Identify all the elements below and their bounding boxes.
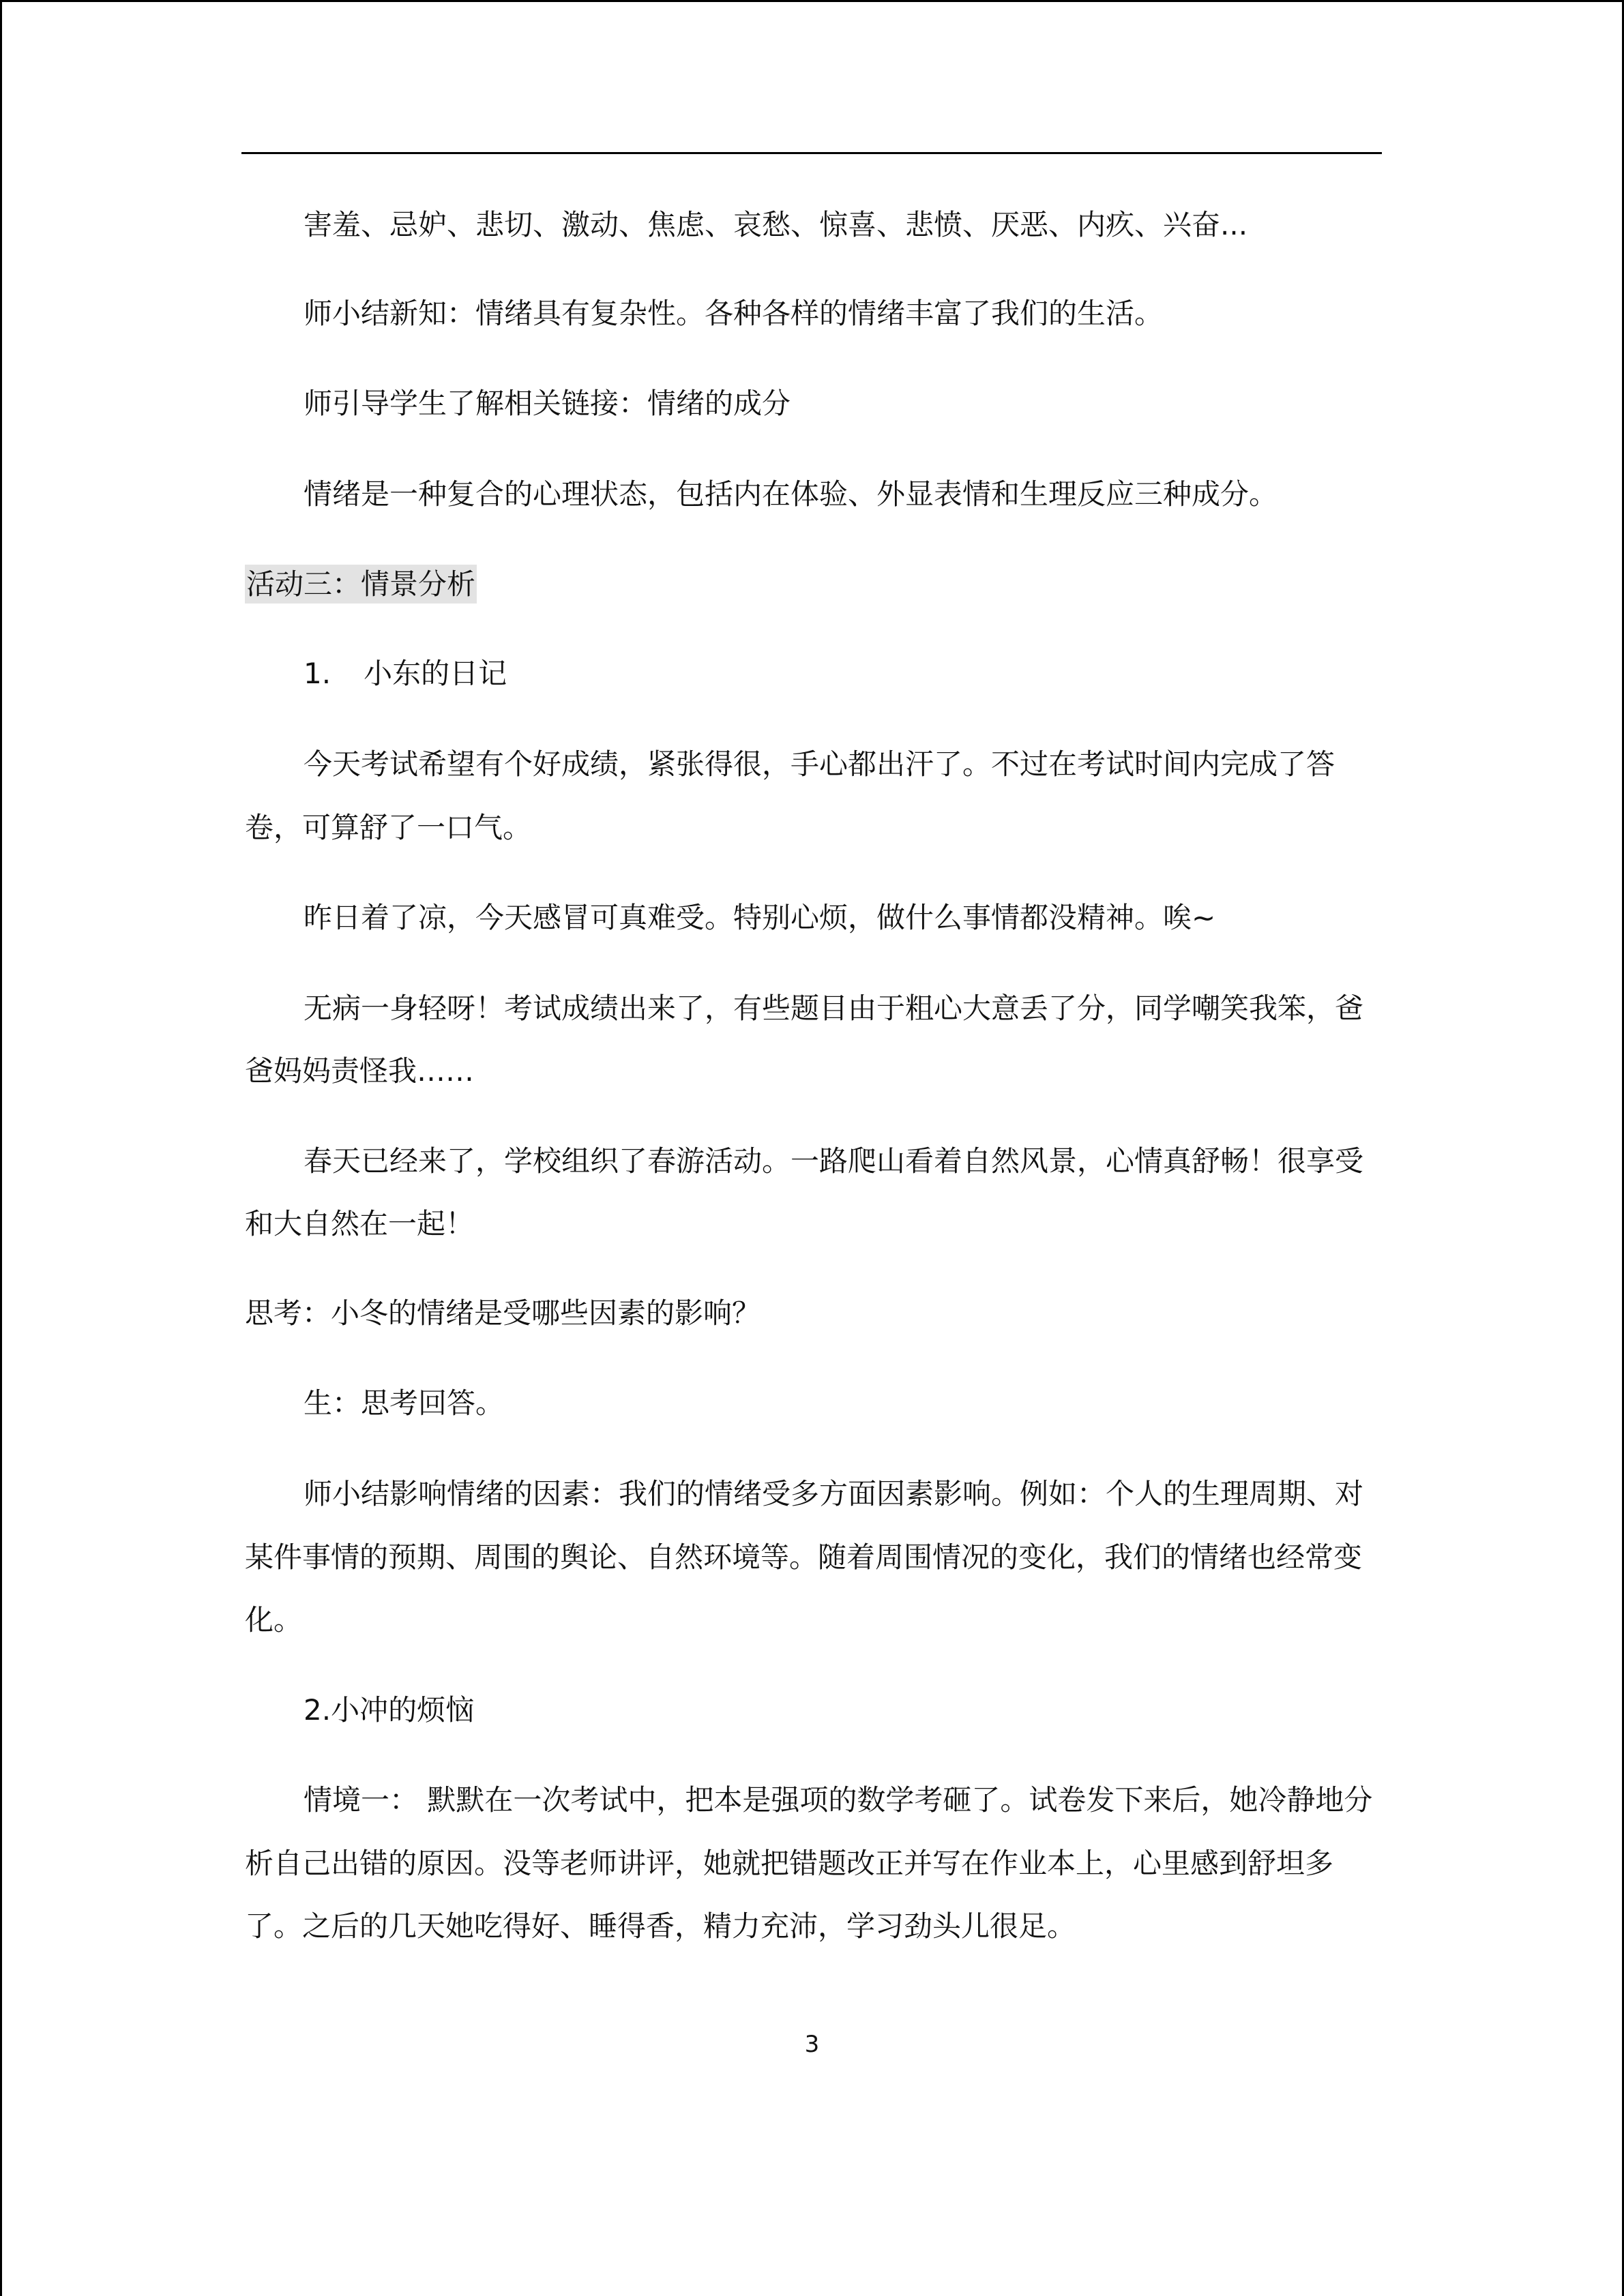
teacher-summary-2-line-2: 某件事情的预期、周围的舆论、自然环境等。随着周围情况的变化，我们的情绪也经常变 — [245, 1540, 1363, 1574]
think-question-paragraph: 思考：小冬的情绪是受哪些因素的影响？ — [245, 1296, 761, 1330]
list-item-title: 小东的日记 — [364, 657, 507, 690]
emotion-definition-paragraph: 情绪是一种复合的心理状态，包括内在体验、外显表情和生理反应三种成分。 — [304, 477, 1278, 511]
diary-paragraph-3-line-2: 爸妈妈责怪我…… — [245, 1054, 475, 1088]
scenario-1-line-2: 析自己出错的原因。没等老师讲评，她就把错题改正并写在作业本上，心里感到舒坦多 — [245, 1847, 1334, 1880]
teacher-guide-paragraph: 师引导学生了解相关链接：情绪的成分 — [304, 387, 791, 420]
page-number: 3 — [804, 2031, 820, 2058]
list-item-2-title: 2.小冲的烦恼 — [304, 1693, 475, 1727]
teacher-summary-2-line-1: 师小结影响情绪的因素：我们的情绪受多方面因素影响。例如：个人的生理周期、对 — [304, 1477, 1364, 1510]
scenario-1-line-3: 了。之后的几天她吃得好、睡得香，精力充沛，学习劲头儿很足。 — [245, 1909, 1076, 1943]
list-item-number: 1. — [304, 657, 331, 690]
list-item-1 — [304, 655, 507, 693]
diary-paragraph-1-line-1: 今天考试希望有个好成绩，紧张得很，手心都出汗了。不过在考试时间内完成了答 — [304, 747, 1335, 781]
diary-paragraph-3-line-1: 无病一身轻呀！考试成绩出来了，有些题目由于粗心大意丢了分，同学嘲笑我笨，爸 — [304, 992, 1364, 1025]
diary-paragraph-4-line-1: 春天已经来了，学校组织了春游活动。一路爬山看着自然风景，心情真舒畅！很享受 — [304, 1144, 1364, 1178]
diary-paragraph-4-line-2: 和大自然在一起！ — [245, 1207, 475, 1240]
teacher-summary-2-line-3: 化。 — [245, 1603, 303, 1637]
section-heading — [245, 565, 477, 603]
header-rule — [241, 152, 1382, 154]
diary-paragraph-1-line-2: 卷，可算舒了一口气。 — [245, 811, 532, 844]
diary-paragraph-2: 昨日着了凉，今天感冒可真难受。特别心烦，做什么事情都没精神。唉~ — [304, 901, 1216, 934]
activity-three-heading: 活动三：情景分析 — [245, 565, 477, 603]
teacher-summary-paragraph: 师小结新知：情绪具有复杂性。各种各样的情绪丰富了我们的生活。 — [304, 297, 1164, 330]
student-answer-paragraph: 生：思考回答。 — [304, 1386, 505, 1420]
scenario-1-line-1: 情境一： 默默在一次考试中，把本是强项的数学考砸了。试卷发下来后，她冷静地分 — [304, 1783, 1373, 1817]
emotions-list-paragraph: 害羞、忌妒、悲切、激动、焦虑、哀愁、惊喜、悲愤、厌恶、内疚、兴奋... — [304, 208, 1248, 241]
